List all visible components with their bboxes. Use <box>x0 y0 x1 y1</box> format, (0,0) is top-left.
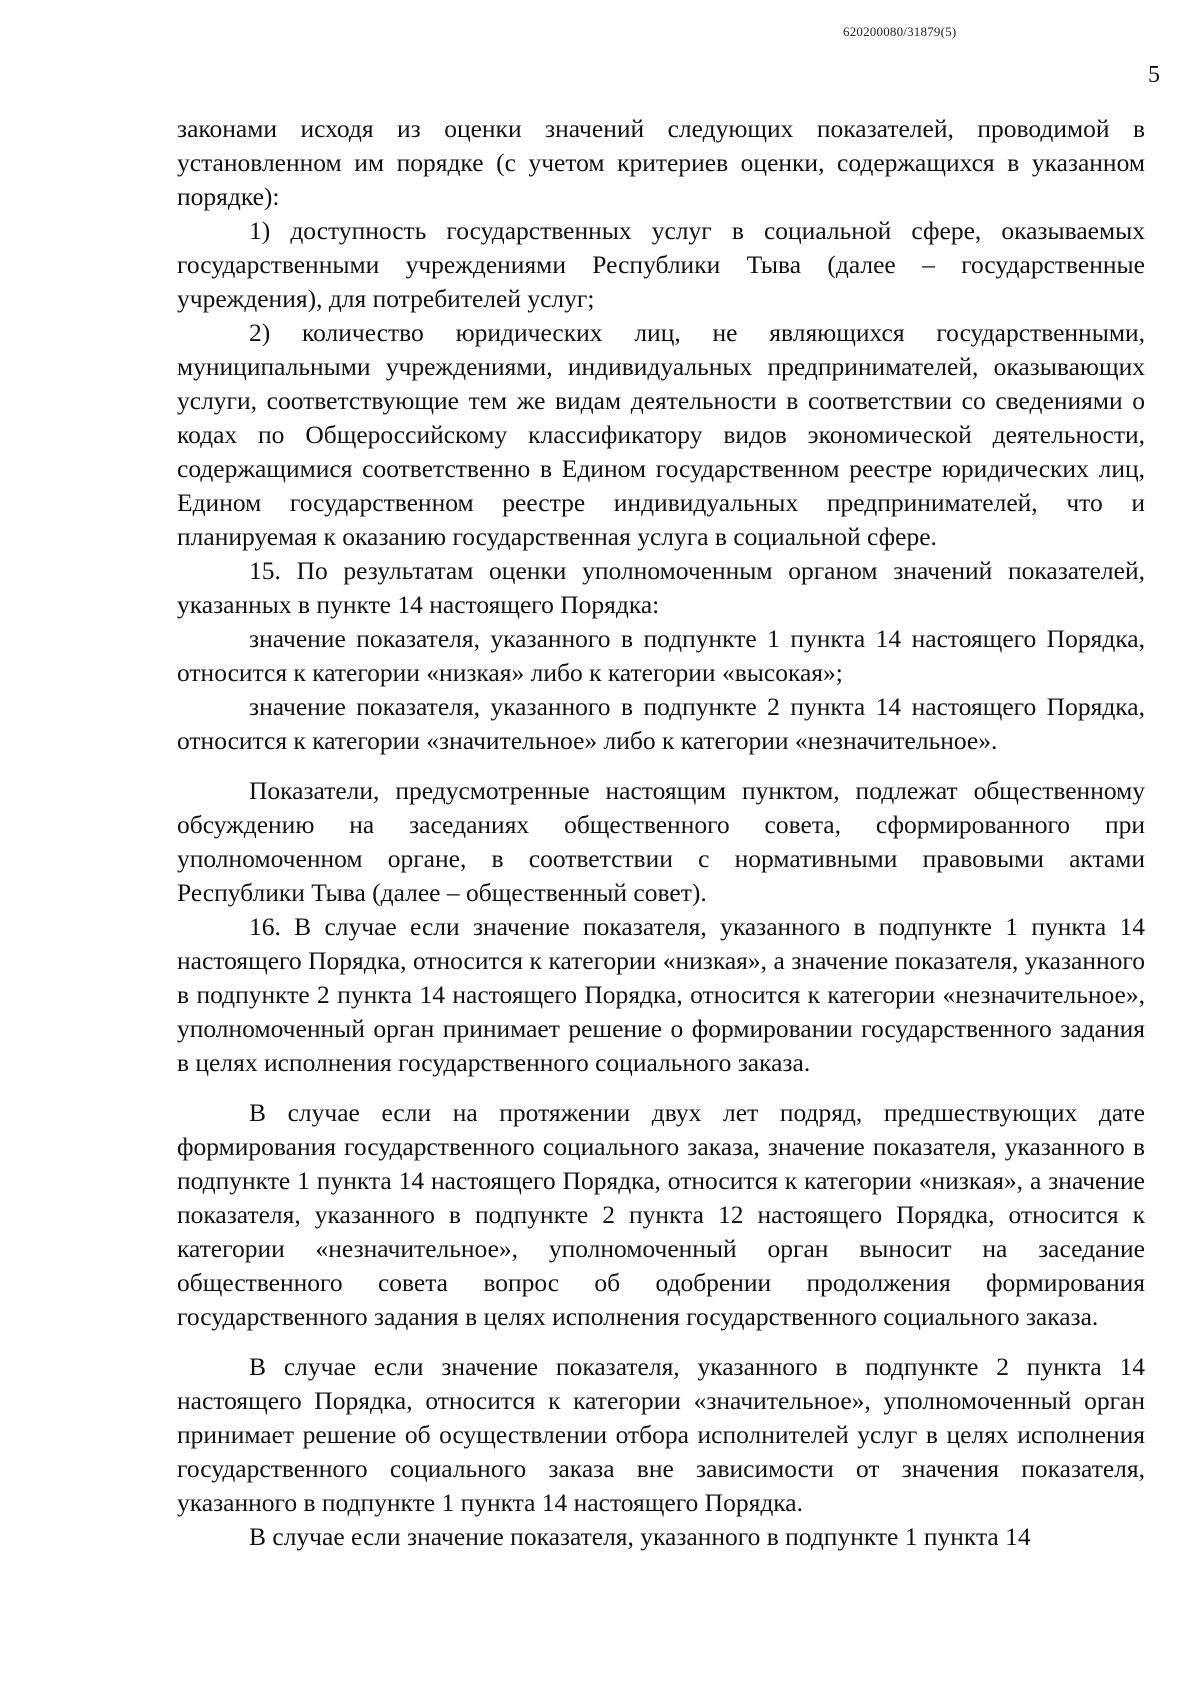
page-number: 5 <box>1148 62 1160 88</box>
document-body <box>177 112 1145 1554</box>
paragraph-indicator-1-value: значение показателя, указанного в подпункте 1 пункта 14 настоящего Порядка, относится к категории «низкая» либо к категории «высокая»; <box>177 624 1145 687</box>
paragraph-final-case: В случае если значение показателя, указанного в подпункте 1 пункта 14 <box>249 1522 1031 1551</box>
paragraph-clause-15: 15. По результатам оценки уполномоченным органом значений показателей, указанных в пункте 14 настоящего Порядка: <box>177 556 1145 619</box>
paragraph-indicator-2-value: значение показателя, указанного в подпункте 2 пункта 14 настоящего Порядка, относится к категории «значительное» либо к категории «незначительное». <box>177 692 1145 755</box>
paragraph-continuation: законами исходя из оценки значений следующих показателей, проводимой в установленном им порядке (с учетом критериев оценки, содержащихся в указанном порядке): <box>177 114 1145 211</box>
document-code: 620200080/31879(5) <box>843 24 957 39</box>
paragraph-two-years-case: В случае если на протяжении двух лет подряд, предшествующих дате формирования государственного социального заказа, значение показателя, указанного в подпункте 1 пункта 14 настоящего Порядка, относится к категории «низкая», а значение показателя, указанного в подпункте 2 пункта 12 настоящего Порядка, относится к категории «незначительное», уполномоченный орган выносит на заседание общественного совета вопрос об одобрении продолжения формирования государственного задания в целях исполнения государственного социального заказа. <box>177 1098 1145 1331</box>
paragraph-clause-16: 16. В случае если значение показателя, указанного в подпункте 1 пункта 14 настоящего Порядка, относится к категории «низкая», а значение показателя, указанного в подпункте 2 пункта 14 настоящего Порядка, относится к категории «незначительное», уполномоченный орган принимает решение о формировании государственного задания в целях исполнения государственного социального заказа. <box>177 912 1145 1077</box>
paragraph-item-1: 1) доступность государственных услуг в социальной сфере, оказываемых государственными учреждениями Республики Тыва (далее – государственные учреждения), для потребителей услуг; <box>177 216 1145 313</box>
paragraph-significant-case: В случае если значение показателя, указанного в подпункте 2 пункта 14 настоящего Порядка, относится к категории «значительное», уполномоченный орган принимает решение об осуществлении отбора исполнителей услуг в целях исполнения государственного социального заказа вне зависимости от значения показателя, указанного в подпункте 1 пункта 14 настоящего Порядка. <box>177 1352 1145 1517</box>
paragraph-item-2: 2) количество юридических лиц, не являющихся государственными, муниципальными учреждениями, индивидуальных предпринимателей, оказывающих услуги, соответствующие тем же видам деятельности в соответствии со сведениями о кодах по Общероссийскому классификатору видов экономической деятельности, содержащимися соответственно в Едином государственном реестре юридических лиц, Едином государственном реестре индивидуальных предпринимателей, что и планируемая к оказанию государственная услуга в социальной сфере. <box>177 318 1145 551</box>
paragraph-public-discussion: Показатели, предусмотренные настоящим пунктом, подлежат общественному обсуждению на заседаниях общественного совета, сформированного при уполномоченном органе, в соответствии с нормативными правовыми актами Республики Тыва (далее – общественный совет). <box>177 776 1145 907</box>
